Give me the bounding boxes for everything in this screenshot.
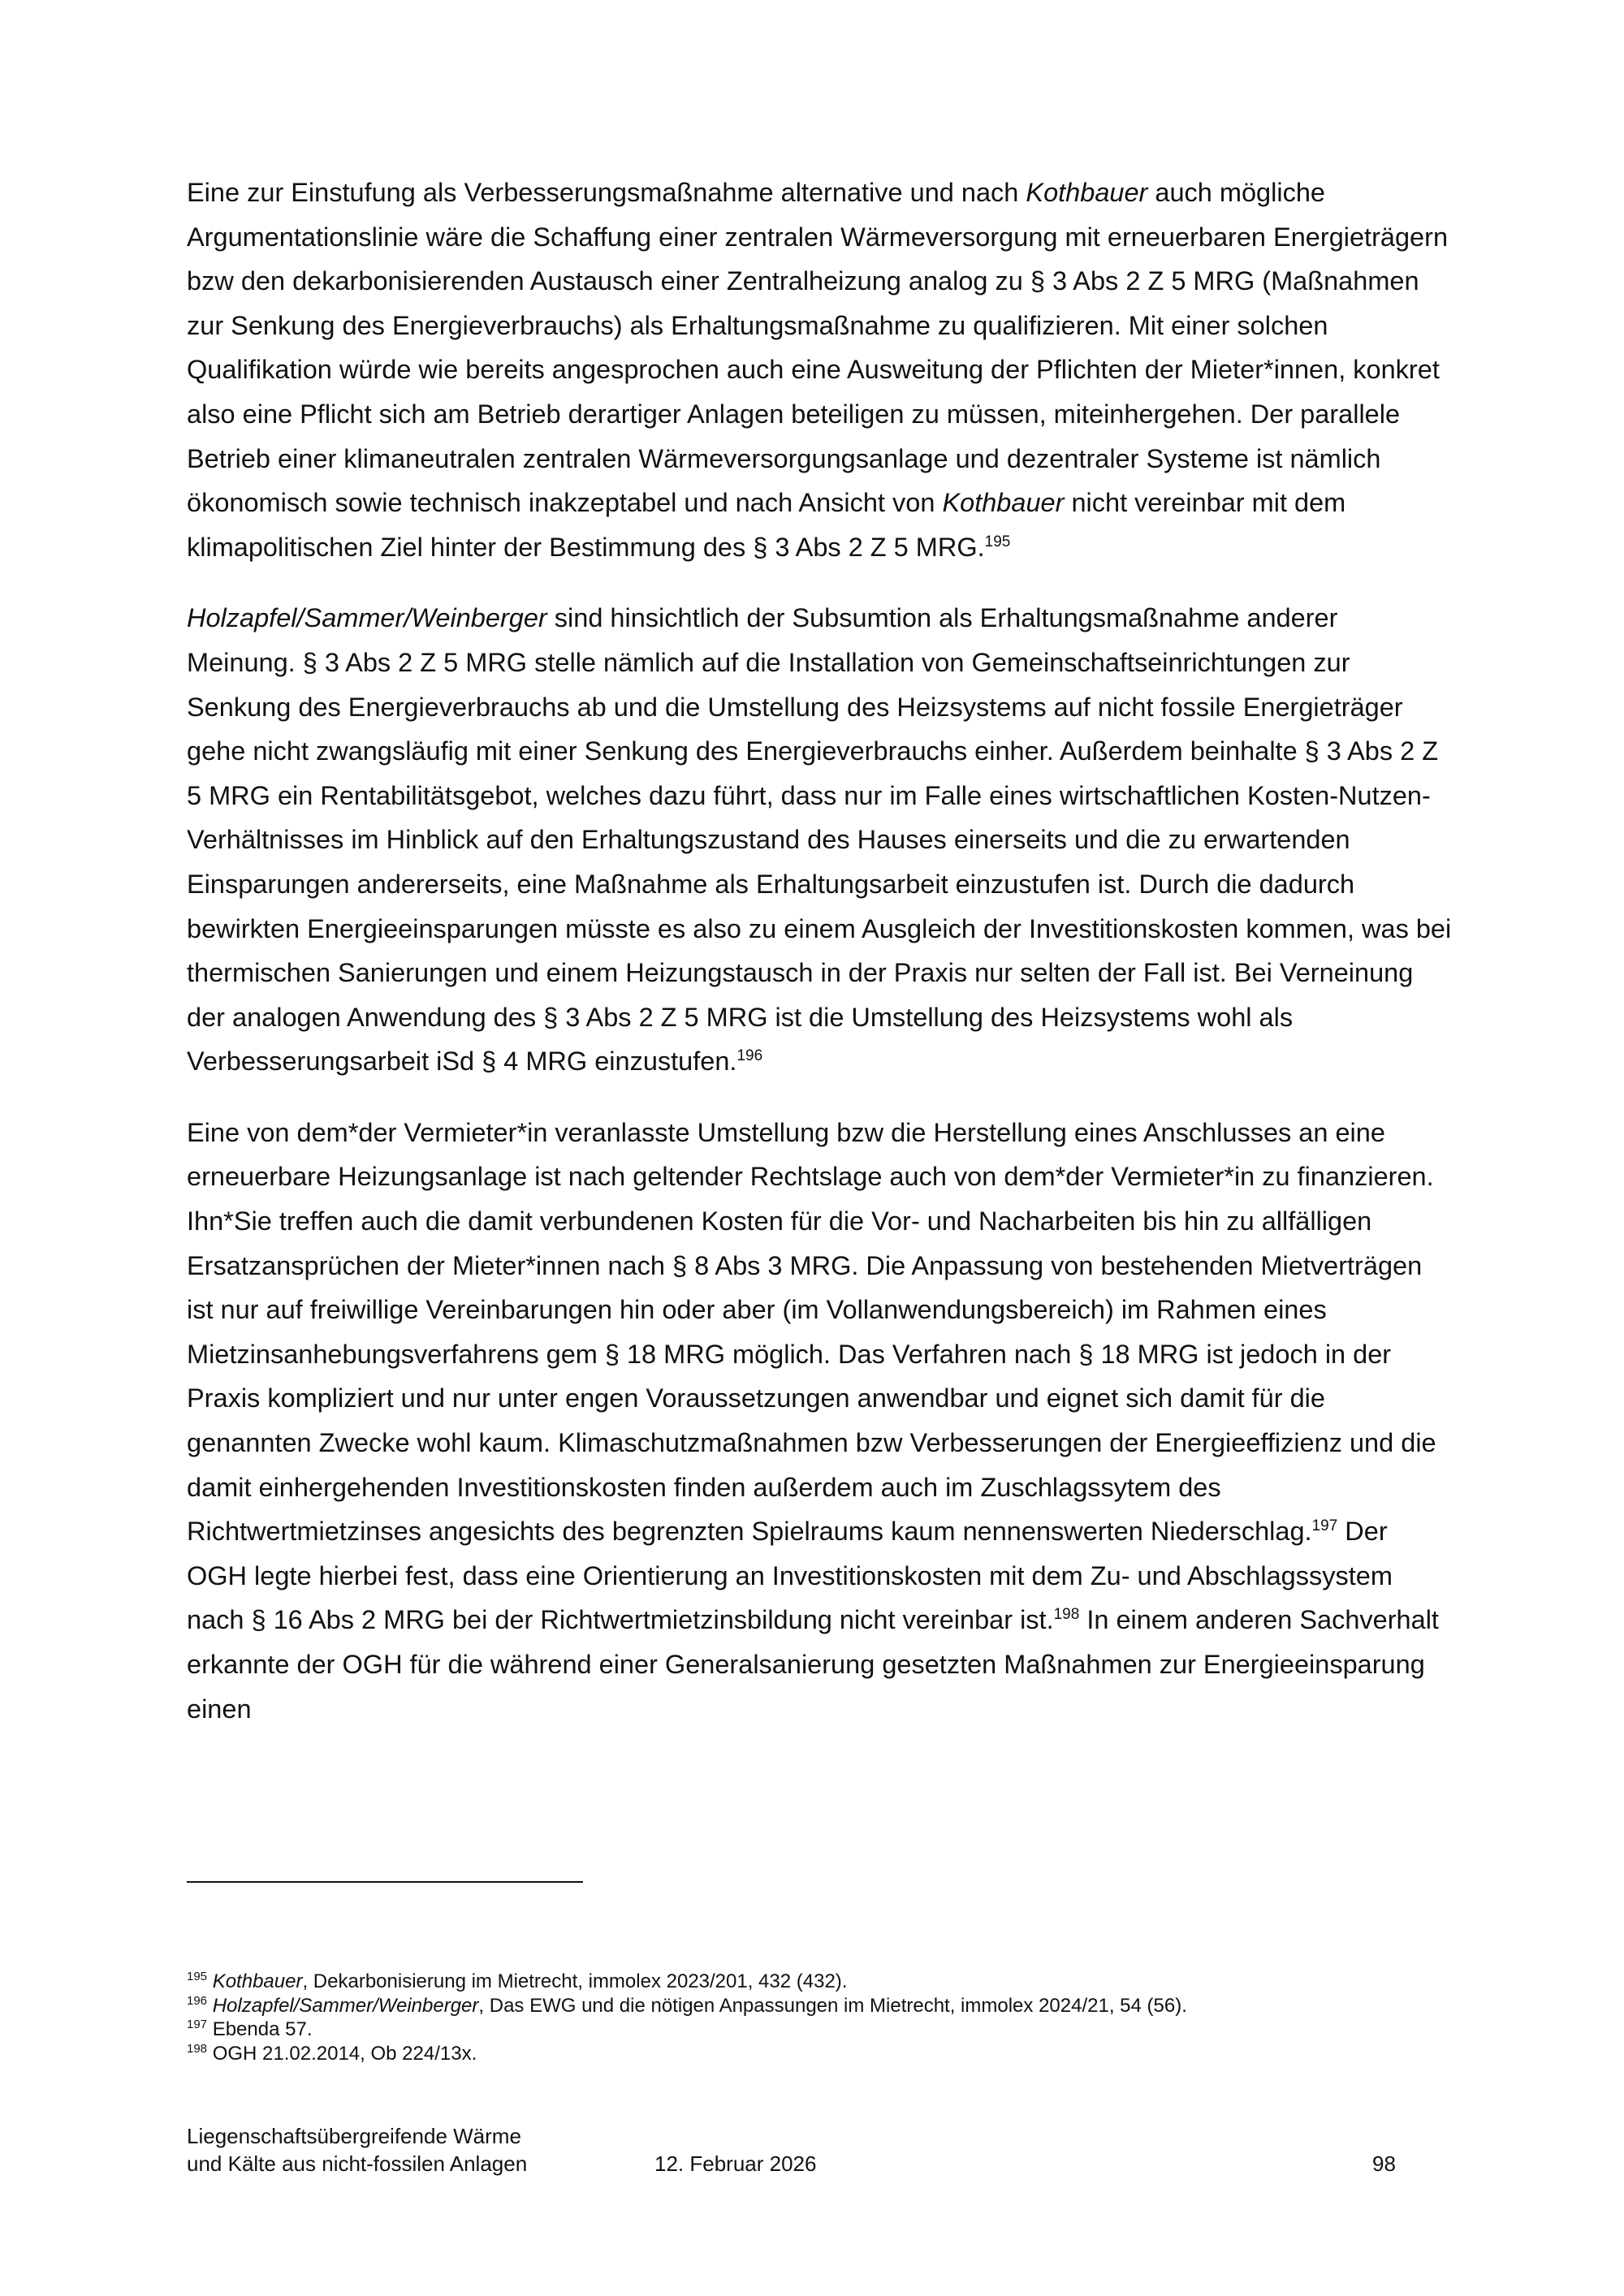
text-run: , Dekarbonisierung im Mietrecht, immolex 2023/201, 432 (432). bbox=[302, 1970, 848, 1992]
footnote-text bbox=[213, 2043, 477, 2065]
italic-author: Holzapfel/Sammer/Weinberger bbox=[187, 603, 547, 633]
footnote-ref: 196 bbox=[736, 1047, 763, 1065]
footnote-196 bbox=[187, 1994, 1453, 2018]
text-run: OGH 21.02.2014, Ob 224/13x. bbox=[212, 2042, 477, 2065]
footnote-198 bbox=[187, 2042, 1453, 2066]
footnote-ref: 195 bbox=[984, 533, 1011, 550]
text-run: nicht vereinbar mit dem klimapolitischen Ziel hinter der Bestimmung des § 3 Abs 2 Z 5 MRG. bbox=[187, 488, 1346, 562]
footnote-ref: 198 bbox=[1053, 1606, 1080, 1624]
footnote-number: 195 bbox=[187, 1970, 208, 1983]
footnote-197 bbox=[187, 2018, 1453, 2042]
text-run: sind hinsichtlich der Subsumtion als Erhaltungsmaßnahme anderer Meinung. § 3 Abs 2 Z 5 MRG stelle nämlich auf die Installation von Gemeinschaftseinrichtungen zur Senkung des Energieverbrauchs ab und die Umstellung des Heizsystems auf nicht fossile Energieträger gehe nicht zwangsläufig mit einer Senkung des Energieverbrauchs einher. Außerdem beinhalte § 3 Abs 2 Z 5 MRG ein Rentabilitätsgebot, welches dazu führt, dass nur im Falle eines wirtschaftlichen Kosten-Nutzen-Verhältnisses im Hinblick auf den Erhaltungszustand des Hauses einerseits und die zu erwartenden Einsparungen andererseits, eine Maßnahme als Erhaltungsarbeit einzustufen ist. Durch die dadurch bewirkten Energieeinsparungen müsste es also zu einem Ausgleich der Investitionskosten kommen, was bei thermischen Sanierungen und einem Heizungstausch in der Praxis nur selten der Fall ist. Bei Verneinung der analogen Anwendung des § 3 Abs 2 Z 5 MRG ist die Umstellung des Heizsystems wohl als Verbesserungsarbeit iSd § 4 MRG einzustufen. bbox=[187, 603, 1452, 1077]
text-run: Eine zur Einstufung als Verbesserungsmaßnahme alternative und nach bbox=[187, 178, 1026, 207]
footer-title-line-2: und Kälte aus nicht-fossilen Anlagen bbox=[187, 2151, 528, 2176]
footnote-195 bbox=[187, 1970, 1453, 1994]
footnote-number: 198 bbox=[187, 2041, 208, 2056]
italic-author: Kothbauer bbox=[212, 1970, 303, 1992]
italic-author: Kothbauer bbox=[1026, 178, 1148, 207]
footer-document-title bbox=[187, 2122, 609, 2177]
page-number: 98 bbox=[1372, 2151, 1396, 2176]
footnote-ref: 197 bbox=[1311, 1517, 1338, 1535]
footnote-text bbox=[213, 1970, 848, 1992]
paragraph-3 bbox=[187, 1111, 1453, 1731]
text-run: In einem anderen Sachverhalt erkannte der OGH für die während einer Generalsanierung gesetzten Maßnahmen zur Energieeinsparung einen bbox=[187, 1605, 1439, 1724]
body-text bbox=[187, 170, 1453, 1758]
text-run: , Das EWG und die nötigen Anpassungen im Mietrecht, immolex 2024/21, 54 (56). bbox=[478, 1994, 1187, 2017]
footnotes bbox=[187, 1970, 1453, 2065]
text-run: Eine von dem*der Vermieter*in veranlasste Umstellung bzw die Herstellung eines Anschlusses an eine erneuerbare Heizungsanlage ist nach geltender Rechtslage auch von dem*der Vermieter*in zu finanzieren. Ihn*Sie treffen auch die damit verbundenen Kosten für die Vor- und Nacharbeiten bis hin zu allfälligen Ersatzansprüchen der Mieter*innen nach § 8 Abs 3 MRG. Die Anpassung von bestehenden Mietverträgen ist nur auf freiwillige Vereinbarungen hin oder aber (im Vollanwendungsbereich) im Rahmen eines Mietzinsanhebungsverfahrens gem § 18 MRG möglich. Das Verfahren nach § 18 MRG ist jedoch in der Praxis kompliziert und nur unter engen Voraussetzungen anwendbar und eignet sich damit für die genannten Zwecke wohl kaum. Klimaschutzmaßnahmen bzw Verbesserungen der Energieeffizienz und die damit einhergehenden Investitionskosten finden außerdem auch im Zuschlagssytem des Richtwertmietzinses angesichts des begrenzten Spielraums kaum nennenswerten Niederschlag. bbox=[187, 1117, 1436, 1547]
text-run: auch mögliche Argumentationslinie wäre die Schaffung einer zentralen Wärmeversorgung mit erneuerbaren Energieträgern bzw den dekarbonisierenden Austausch einer Zentralheizung analog zu § 3 Abs 2 Z 5 MRG (Maßnahmen zur Senkung des Energieverbrauchs) als Erhaltungsmaßnahme zu qualifizieren. Mit einer solchen Qualifikation würde wie bereits angesprochen auch eine Ausweitung der Pflichten der Mieter*innen, konkret also eine Pflicht sich am Betrieb derartiger Anlagen beteiligen zu müssen, miteinhergehen. Der parallele Betrieb einer klimaneutralen zentralen Wärmeversorgungsanlage und dezentraler Systeme ist nämlich ökonomisch sowie technisch inakzeptabel und nach Ansicht von bbox=[187, 178, 1449, 518]
paragraph-1 bbox=[187, 170, 1453, 569]
footnote-number: 196 bbox=[187, 1993, 208, 2008]
footnote-number: 197 bbox=[187, 2018, 208, 2031]
paragraph-2 bbox=[187, 596, 1453, 1084]
text-run: Der OGH legte hierbei fest, dass eine Orientierung an Investitionskosten mit dem Zu- und Abschlagssystem nach § 16 Abs 2 MRG bei der Richtwertmietzinsbildung nicht vereinbar ist. bbox=[187, 1517, 1393, 1635]
italic-author: Holzapfel/Sammer/Weinberger bbox=[212, 1994, 479, 2017]
footer-date: 12. Februar 2026 bbox=[654, 2151, 817, 2176]
footer-title-line-1: Liegenschaftsübergreifende Wärme bbox=[187, 2124, 521, 2148]
italic-author: Kothbauer bbox=[942, 488, 1065, 518]
text-run: Ebenda 57. bbox=[212, 2018, 313, 2040]
footnote-text bbox=[213, 2018, 313, 2040]
footnote-separator bbox=[187, 1881, 583, 1883]
footnote-text bbox=[213, 1995, 1187, 2017]
